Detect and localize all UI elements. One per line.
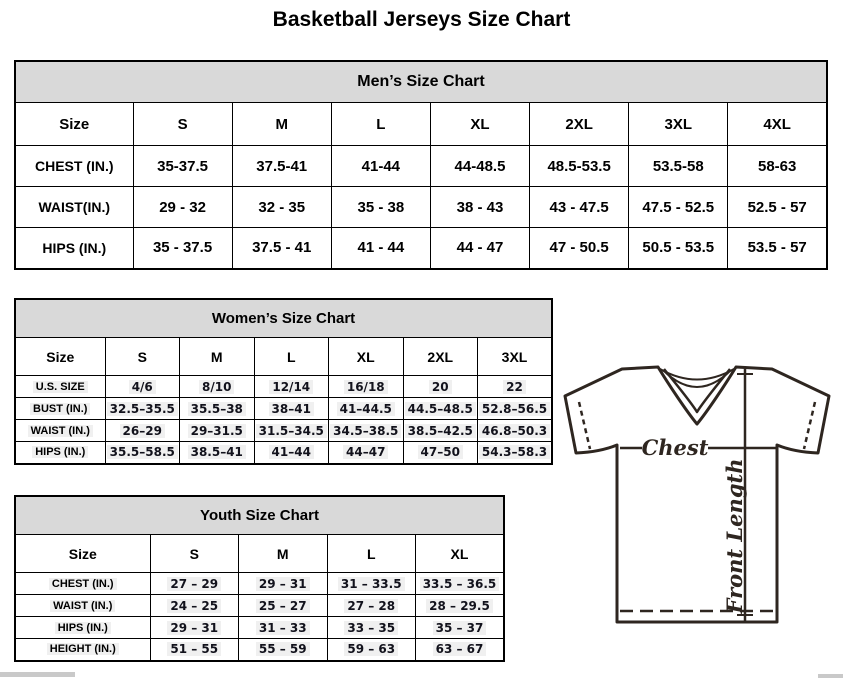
size-cell: 58-63 [728, 146, 827, 187]
size-cell: 52.8–56.5 [478, 398, 553, 420]
row-label: CHEST (IN.) [15, 146, 133, 187]
table-row [15, 595, 504, 617]
column-header: S [150, 535, 239, 573]
column-header: M [180, 338, 255, 376]
size-cell: 63 – 67 [416, 639, 505, 661]
column-header: 4XL [728, 103, 827, 146]
column-header: XL [329, 338, 404, 376]
column-header: 2XL [403, 338, 478, 376]
column-header: XL [416, 535, 505, 573]
size-cell: 35 – 37 [416, 617, 505, 639]
size-cell: 20 [403, 376, 478, 398]
column-header: L [331, 103, 430, 146]
front-length-label: Front Length [722, 458, 747, 614]
size-cell: 53.5 - 57 [728, 228, 827, 269]
column-header: 3XL [629, 103, 728, 146]
size-cell: 38.5–42.5 [403, 420, 478, 442]
size-cell: 35.5–58.5 [105, 442, 180, 464]
table-row [15, 420, 552, 442]
size-cell: 29 – 31 [239, 573, 328, 595]
size-cell: 41 - 44 [331, 228, 430, 269]
row-label: U.S. SIZE [15, 376, 105, 398]
mens-chart-title: Men’s Size Chart [15, 61, 827, 103]
page-title: Basketball Jerseys Size Chart [272, 8, 571, 31]
size-cell: 28 – 29.5 [416, 595, 505, 617]
size-cell: 59 – 63 [327, 639, 416, 661]
size-cell: 47.5 - 52.5 [629, 187, 728, 228]
size-cell: 46.8–50.3 [478, 420, 553, 442]
youth-chart-header-row [15, 496, 504, 535]
size-cell: 43 - 47.5 [530, 187, 629, 228]
table-row [15, 398, 552, 420]
column-header: 2XL [530, 103, 629, 146]
table-row [15, 639, 504, 661]
size-cell: 27 – 29 [150, 573, 239, 595]
size-cell: 38 - 43 [430, 187, 529, 228]
mens-column-header-row [15, 103, 827, 146]
size-cell: 12/14 [254, 376, 329, 398]
mens-size-chart-table [14, 60, 828, 270]
size-cell: 38.5–41 [180, 442, 255, 464]
size-cell: 35-37.5 [133, 146, 232, 187]
row-label: HIPS (IN.) [15, 617, 150, 639]
size-cell: 33 – 35 [327, 617, 416, 639]
horizontal-scrollbar-fragment[interactable] [818, 674, 843, 678]
row-label: HIPS (IN.) [15, 228, 133, 269]
size-cell: 44 - 47 [430, 228, 529, 269]
row-label: WAIST (IN.) [15, 420, 105, 442]
size-cell: 37.5-41 [232, 146, 331, 187]
size-cell: 31 – 33 [239, 617, 328, 639]
column-header: S [105, 338, 180, 376]
size-cell: 4/6 [105, 376, 180, 398]
size-cell: 52.5 - 57 [728, 187, 827, 228]
youth-chart-title: Youth Size Chart [15, 496, 504, 535]
row-label: WAIST (IN.) [15, 595, 150, 617]
size-cell: 25 – 27 [239, 595, 328, 617]
table-row [15, 187, 827, 228]
column-header: Size [15, 535, 150, 573]
size-cell: 47–50 [403, 442, 478, 464]
column-header: M [232, 103, 331, 146]
size-cell: 55 – 59 [239, 639, 328, 661]
column-header: L [254, 338, 329, 376]
size-cell: 35 - 38 [331, 187, 430, 228]
size-cell: 31.5–34.5 [254, 420, 329, 442]
column-header: M [239, 535, 328, 573]
size-cell: 16/18 [329, 376, 404, 398]
size-cell: 41–44 [254, 442, 329, 464]
size-cell: 29–31.5 [180, 420, 255, 442]
column-header: Size [15, 103, 133, 146]
youth-size-chart-table [14, 495, 505, 662]
size-cell: 35.5–38 [180, 398, 255, 420]
size-cell: 51 – 55 [150, 639, 239, 661]
column-header: S [133, 103, 232, 146]
row-label: BUST (IN.) [15, 398, 105, 420]
row-label: HEIGHT (IN.) [15, 639, 150, 661]
size-cell: 32 - 35 [232, 187, 331, 228]
size-cell: 29 - 32 [133, 187, 232, 228]
size-cell: 26–29 [105, 420, 180, 442]
table-row [15, 442, 552, 464]
size-cell: 37.5 - 41 [232, 228, 331, 269]
size-cell: 44-48.5 [430, 146, 529, 187]
size-cell: 38–41 [254, 398, 329, 420]
jersey-diagram [550, 355, 843, 645]
womens-size-chart-table [14, 298, 553, 465]
size-cell: 35 - 37.5 [133, 228, 232, 269]
horizontal-scrollbar-thumb[interactable] [0, 672, 75, 677]
size-cell: 29 – 31 [150, 617, 239, 639]
table-row [15, 573, 504, 595]
column-header: XL [430, 103, 529, 146]
size-cell: 54.3–58.3 [478, 442, 553, 464]
size-cell: 47 - 50.5 [530, 228, 629, 269]
size-cell: 34.5–38.5 [329, 420, 404, 442]
table-row [15, 228, 827, 269]
column-header: L [327, 535, 416, 573]
row-label: CHEST (IN.) [15, 573, 150, 595]
jersey-outline [565, 367, 829, 622]
size-cell: 41-44 [331, 146, 430, 187]
table-row [15, 617, 504, 639]
size-cell: 31 – 33.5 [327, 573, 416, 595]
chest-label: Chest [641, 435, 709, 460]
size-cell: 48.5-53.5 [530, 146, 629, 187]
size-cell: 41–44.5 [329, 398, 404, 420]
size-cell: 44.5–48.5 [403, 398, 478, 420]
table-row [15, 146, 827, 187]
womens-chart-title: Women’s Size Chart [15, 299, 552, 338]
womens-column-header-row [15, 338, 552, 376]
size-cell: 8/10 [180, 376, 255, 398]
womens-chart-header-row [15, 299, 552, 338]
size-cell: 53.5-58 [629, 146, 728, 187]
mens-chart-header-row [15, 61, 827, 103]
size-cell: 44–47 [329, 442, 404, 464]
size-cell: 27 – 28 [327, 595, 416, 617]
row-label: HIPS (IN.) [15, 442, 105, 464]
size-cell: 24 – 25 [150, 595, 239, 617]
size-cell: 22 [478, 376, 553, 398]
size-cell: 32.5–35.5 [105, 398, 180, 420]
table-row [15, 376, 552, 398]
size-cell: 33.5 – 36.5 [416, 573, 505, 595]
row-label: WAIST(IN.) [15, 187, 133, 228]
size-cell: 50.5 - 53.5 [629, 228, 728, 269]
column-header: 3XL [478, 338, 553, 376]
youth-column-header-row [15, 535, 504, 573]
column-header: Size [15, 338, 105, 376]
